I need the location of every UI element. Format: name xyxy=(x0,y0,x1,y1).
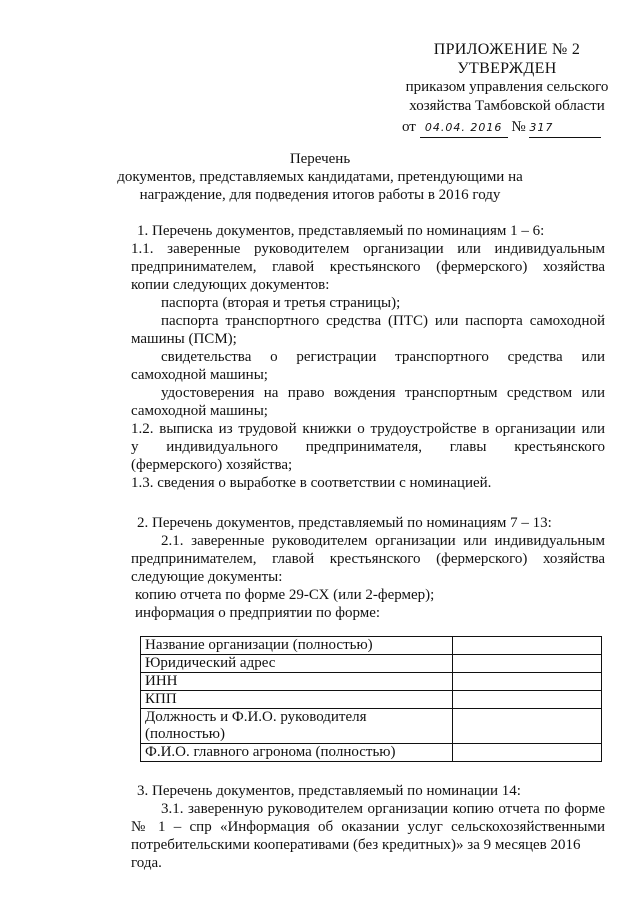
approved-label: УТВЕРЖДЕН xyxy=(457,60,557,77)
table-value-cell xyxy=(453,744,602,762)
table-row xyxy=(141,655,602,673)
table-row xyxy=(141,709,602,744)
order-line-1: приказом управления сельского xyxy=(405,79,609,95)
section-1-heading: 1. Перечень документов, представляемый по номинациям 1 – 6: xyxy=(137,223,545,239)
table-label-cell: ИНН xyxy=(141,673,453,691)
table-row xyxy=(141,744,602,762)
number-label: № xyxy=(511,119,526,135)
table-label-cell: Юридический адрес xyxy=(141,655,453,673)
handwritten-date: 04.04. 2016 xyxy=(424,121,503,134)
table-value-cell xyxy=(453,673,602,691)
list-item-license-a: удостоверения на право вождения транспортным средством или xyxy=(161,385,605,401)
list-item-registration-b: самоходной машины; xyxy=(131,367,268,383)
list-item-enterprise-info: информация о предприятии по форме: xyxy=(135,605,381,621)
order-date-number xyxy=(392,118,622,138)
title-line-3: награждение, для подведения итогов работы в 2016 году xyxy=(139,187,501,203)
order-line-2: хозяйства Тамбовской области xyxy=(409,98,605,114)
table-row xyxy=(141,673,602,691)
list-item-report-29: копию отчета по форме 29-СХ (или 2-фермер); xyxy=(135,587,435,603)
paragraph-3-1-line-a: 3.1. заверенную руководителем организации копию отчета по форме xyxy=(161,801,605,817)
table-value-cell xyxy=(453,691,602,709)
table-value-cell xyxy=(453,637,602,655)
paragraph-3-1-line-c: потребительскими кооперативами (без кредитных)» за 9 месяцев 2016 года. xyxy=(131,837,581,871)
date-field xyxy=(420,118,508,138)
paragraph-1-2-line-a: 1.2. выписка из трудовой книжки о трудоустройстве в организации или xyxy=(131,421,605,437)
paragraph-1-1-line-a: 1.1. заверенные руководителем организации или индивидуальным xyxy=(131,241,605,257)
table-label-cell: Должность и Ф.И.О. руководителя (полностью) xyxy=(141,709,453,744)
title-line-1: Перечень xyxy=(289,151,351,167)
list-item-registration-a: свидетельства о регистрации транспортного средства или xyxy=(161,349,605,365)
handwritten-number: 317 xyxy=(529,121,554,134)
paragraph-2-1-line-a: 2.1. заверенные руководителем организации или индивидуальным xyxy=(161,533,605,549)
title-line-2: документов, представляемых кандидатами, претендующими на xyxy=(117,169,523,185)
table-row xyxy=(141,691,602,709)
approval-header xyxy=(392,40,622,138)
paragraph-2-1-line-c: следующие документы: xyxy=(131,569,283,585)
list-item-pts-a: паспорта транспортного средства (ПТС) или паспорта самоходной xyxy=(161,313,605,329)
list-item-license-b: самоходной машины; xyxy=(131,403,268,419)
appendix-title: ПРИЛОЖЕНИЕ № 2 xyxy=(433,41,581,58)
table-label-cell: Ф.И.О. главного агронома (полностью) xyxy=(141,744,453,762)
table-value-cell xyxy=(453,709,602,744)
table-label-cell: Название организации (полностью) xyxy=(141,637,453,655)
paragraph-1-2-line-c: (фермерского) хозяйства; xyxy=(131,457,293,473)
paragraph-1-2-line-b: у индивидуального предпринимателя, главы крестьянского xyxy=(131,439,605,455)
list-item-pts-b: машины (ПСМ); xyxy=(131,331,237,347)
section-3-heading: 3. Перечень документов, представляемый по номинации 14: xyxy=(137,783,521,799)
document-body xyxy=(131,222,605,872)
document-title xyxy=(110,150,530,204)
number-field xyxy=(529,118,601,138)
table-value-cell xyxy=(453,655,602,673)
paragraph-3-1-line-b: № 1 – спр «Информация об оказании услуг сельскохозяйственными xyxy=(131,819,605,835)
paragraph-1-1-line-c: копии следующих документов: xyxy=(131,277,330,293)
section-2-heading: 2. Перечень документов, представляемый по номинациям 7 – 13: xyxy=(137,515,552,531)
table-label-cell: КПП xyxy=(141,691,453,709)
enterprise-info-table xyxy=(140,636,602,762)
table-row xyxy=(141,637,602,655)
paragraph-2-1-line-b: предпринимателем, главой крестьянского (фермерского) хозяйства xyxy=(131,551,605,567)
paragraph-1-1-line-b: предпринимателем, главой крестьянского (фермерского) хозяйства xyxy=(131,259,605,275)
from-label: от xyxy=(402,119,416,135)
paragraph-1-3: 1.3. сведения о выработке в соответствии с номинацией. xyxy=(131,475,492,491)
list-item-passport: паспорта (вторая и третья страницы); xyxy=(161,295,401,311)
